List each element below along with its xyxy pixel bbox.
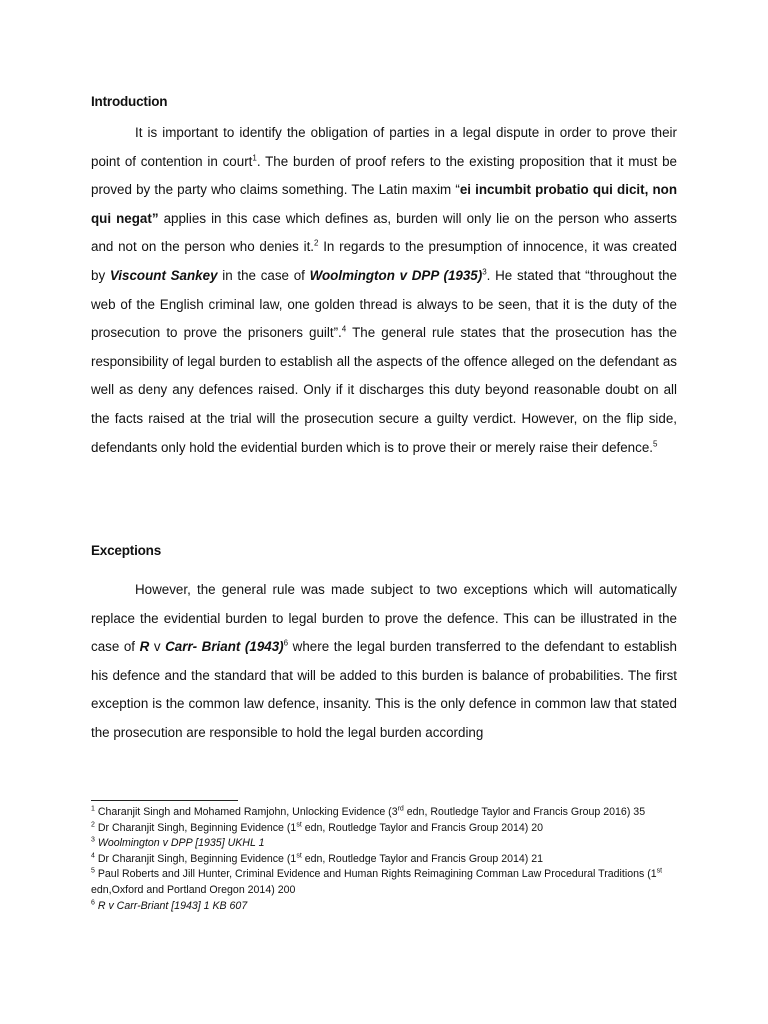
intro-text-7: The general rule states that the prosecution has the responsibility of legal burden to establish all the aspects of the offence alleged on the defendant as well as deny any defences raised. Only if it discharges this duty beyond reasonable doubt on all the facts raised at the trial will the prosecution secure a guilty verdict. However, on the flip side, defendants only hold the evidential burden which is to prove their or merely raise their defence. xyxy=(91,325,677,455)
footnote-text: edn, Routledge Taylor and Francis Group 2014) 20 xyxy=(301,821,544,834)
footnote-text: Paul Roberts and Jill Hunter, Criminal Evidence and Human Rights Reimagining Comman Law Procedural Traditions (1 xyxy=(94,868,657,881)
introduction-heading: Introduction xyxy=(91,94,168,109)
footnote-text: edn, Routledge Taylor and Francis Group 2014) 21 xyxy=(301,852,544,865)
exceptions-text-1: However, the general rule was made subject to two exceptions which will automatically replace the evidential burden to legal burden to prove the defence. This can be illustrated in the case of xyxy=(91,582,677,655)
footnote-4 xyxy=(91,852,691,868)
footnote-ref-3[interactable]: 3 xyxy=(482,267,487,277)
footnote-number: 1 xyxy=(91,805,95,813)
exceptions-paragraph xyxy=(91,576,677,748)
footnotes-list xyxy=(91,805,691,914)
case-name-woolmington: Woolmington v DPP (1935) xyxy=(309,267,483,283)
footnote-3 xyxy=(91,836,691,852)
footnote-text: Woolmington v DPP [1935] UKHL 1 xyxy=(94,837,265,850)
case-r: R xyxy=(139,639,150,655)
footnote-2 xyxy=(91,821,691,837)
intro-text-6: . He stated that “throughout the web of the English criminal law, one golden thread is always to be seen, that it is the duty of the prosecution to prove the prisoners guilt”. xyxy=(91,267,677,341)
footnote-ref-1[interactable]: 1 xyxy=(252,153,257,163)
footnote-text: R v Carr-Briant [1943] 1 KB 607 xyxy=(94,899,248,912)
footnote-5 xyxy=(91,867,691,898)
footnote-separator xyxy=(91,800,238,801)
footnote-number: 4 xyxy=(91,852,95,860)
intro-text-3: applies in this case which defines as, burden will only lie on the person who asserts and not on the person who denies it. xyxy=(91,210,677,255)
footnote-number: 2 xyxy=(91,821,95,829)
ordinal-suffix: st xyxy=(296,821,302,829)
footnote-ref-2[interactable]: 2 xyxy=(314,238,319,248)
latin-maxim: ei incumbit probatio qui dicit, non qui negat” xyxy=(91,182,678,226)
ordinal-suffix: st xyxy=(296,852,302,860)
footnote-number: 5 xyxy=(91,867,95,875)
footnote-number: 3 xyxy=(91,836,95,844)
footnote-text: Charanjit Singh and Mohamed Ramjohn, Unlocking Evidence (3 xyxy=(94,806,398,818)
exceptions-text-2: where the legal burden transferred to the defendant to establish his defence and the standard that will be added to this burden is balance of probabilities. The first exception is the common law defence, insanity. This is the only defence in common law that stated the prosecution are responsible to hold the legal burden according xyxy=(91,639,677,740)
ordinal-suffix: rd xyxy=(397,805,404,813)
footnote-ref-5[interactable]: 5 xyxy=(653,439,658,449)
footnote-1 xyxy=(91,805,691,821)
judge-name: Viscount Sankey xyxy=(109,267,218,283)
case-name-carr-briant: Carr- Briant (1943) xyxy=(165,639,284,655)
footnote-text: edn, Routledge Taylor and Francis Group 2016) 35 xyxy=(403,806,646,818)
footnote-text: Dr Charanjit Singh, Beginning Evidence (1 xyxy=(94,852,297,865)
footnote-ref-4[interactable]: 4 xyxy=(341,324,347,334)
case-v: v xyxy=(149,639,166,655)
footnote-6 xyxy=(91,899,691,915)
exceptions-heading: Exceptions xyxy=(91,543,162,558)
intro-text-1: It is important to identify the obligation of parties in a legal dispute in order to prove their point of contention in court xyxy=(91,125,677,169)
intro-text-2: . The burden of proof refers to the existing proposition that it must be proved by the party who claims something. The Latin maxim “ xyxy=(91,153,678,198)
introduction-paragraph xyxy=(91,119,677,462)
footnote-number: 6 xyxy=(91,899,95,907)
intro-text-4: In regards to the presumption of innocence, it was created by xyxy=(91,239,677,283)
footnote-text: Dr Charanjit Singh, Beginning Evidence (1 xyxy=(94,821,297,834)
footnote-text: edn,Oxford and Portland Oregon 2014) 200 xyxy=(91,883,296,896)
intro-text-5: in the case of xyxy=(217,267,310,283)
footnote-ref-6[interactable]: 6 xyxy=(283,638,289,648)
ordinal-suffix: st xyxy=(656,867,663,875)
